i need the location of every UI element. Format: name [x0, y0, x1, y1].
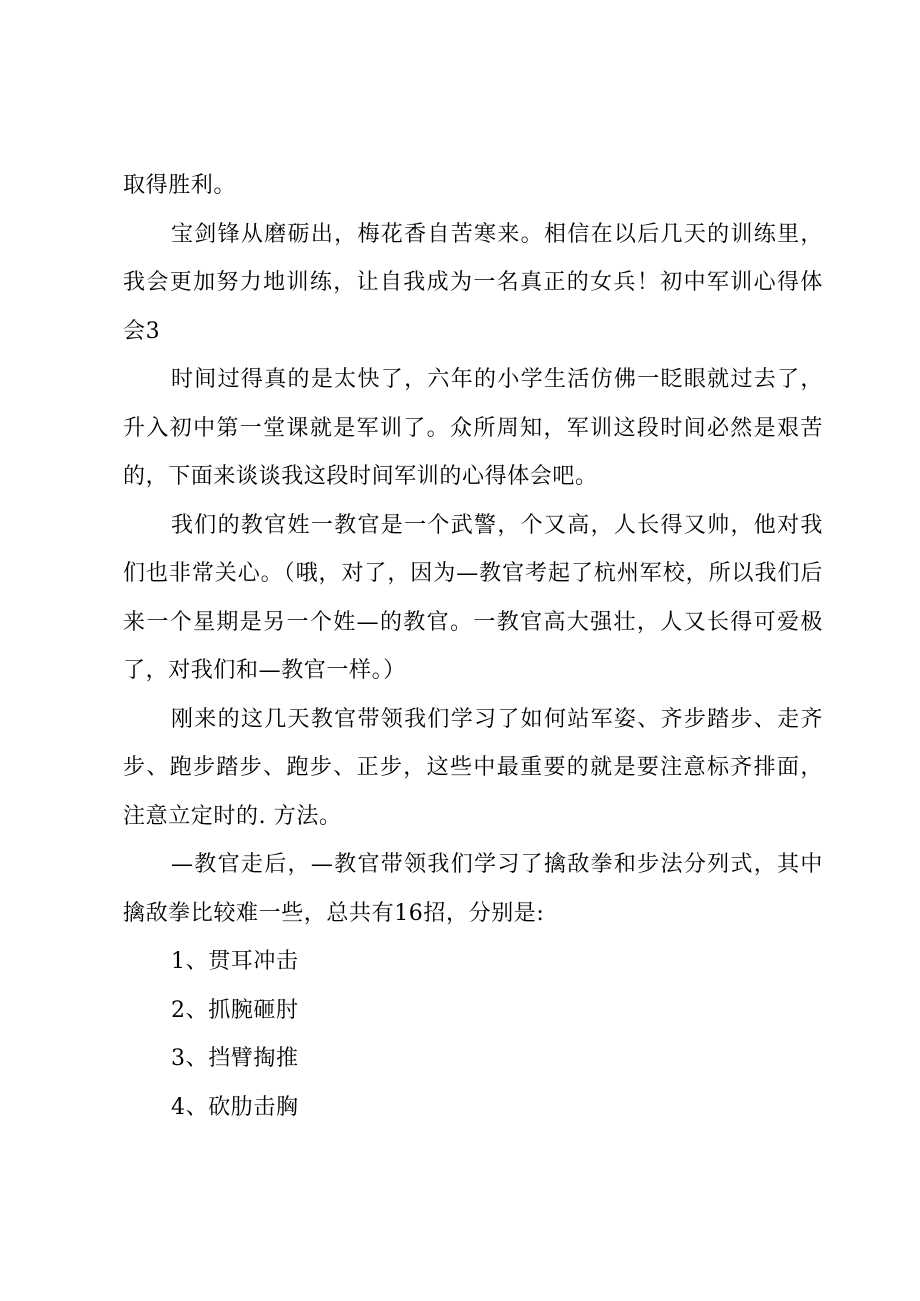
- paragraph-continuation: 取得胜利。: [123, 173, 237, 198]
- document-page: [123, 162, 823, 1132]
- list-item: 3、挡臂掏推: [171, 1046, 299, 1071]
- list-item: 1、贯耳冲击: [171, 949, 299, 974]
- paragraph-intro: 时间过得真的是太快了，六年的小学生活仿佛一眨眼就过去了，升入初中第一堂课就是军训了。众所周知，军训这段时间必然是艰苦的，下面来谈谈我这段时间军训的心得体会吧。: [123, 367, 823, 489]
- paragraph-boxing: —教官走后，—教官带领我们学习了擒敌拳和步法分列式，其中擒敌拳比较难一些，总共有16招，分别是:: [123, 852, 823, 926]
- list-item: 2、抓腕砸肘: [171, 997, 299, 1023]
- paragraph-resolution: 宝剑锋从磨砺出，梅花香自苦寒来。相信在以后几天的训练里，我会更加努力地训练，让自我成为一名真正的女兵！初中军训心得体会3: [123, 221, 823, 344]
- paragraph-instructor: 我们的教官姓一教官是一个武警，个又高，人长得又帅，他对我们也非常关心。（哦，对了，因为—教官考起了杭州军校，所以我们后来一个星期是另一个姓—的教官。一教官高大强壮，人又长得可爱极了，对我们和—教官一样。）: [123, 512, 823, 683]
- list-item: 4、砍肋击胸: [171, 1094, 299, 1120]
- paragraph-drills: 刚来的这几天教官带领我们学习了如何站军姿、齐步踏步、走齐步、跑步踏步、跑步、正步，这些中最重要的就是要注意标齐排面，注意立定时的. 方法。: [123, 706, 823, 829]
